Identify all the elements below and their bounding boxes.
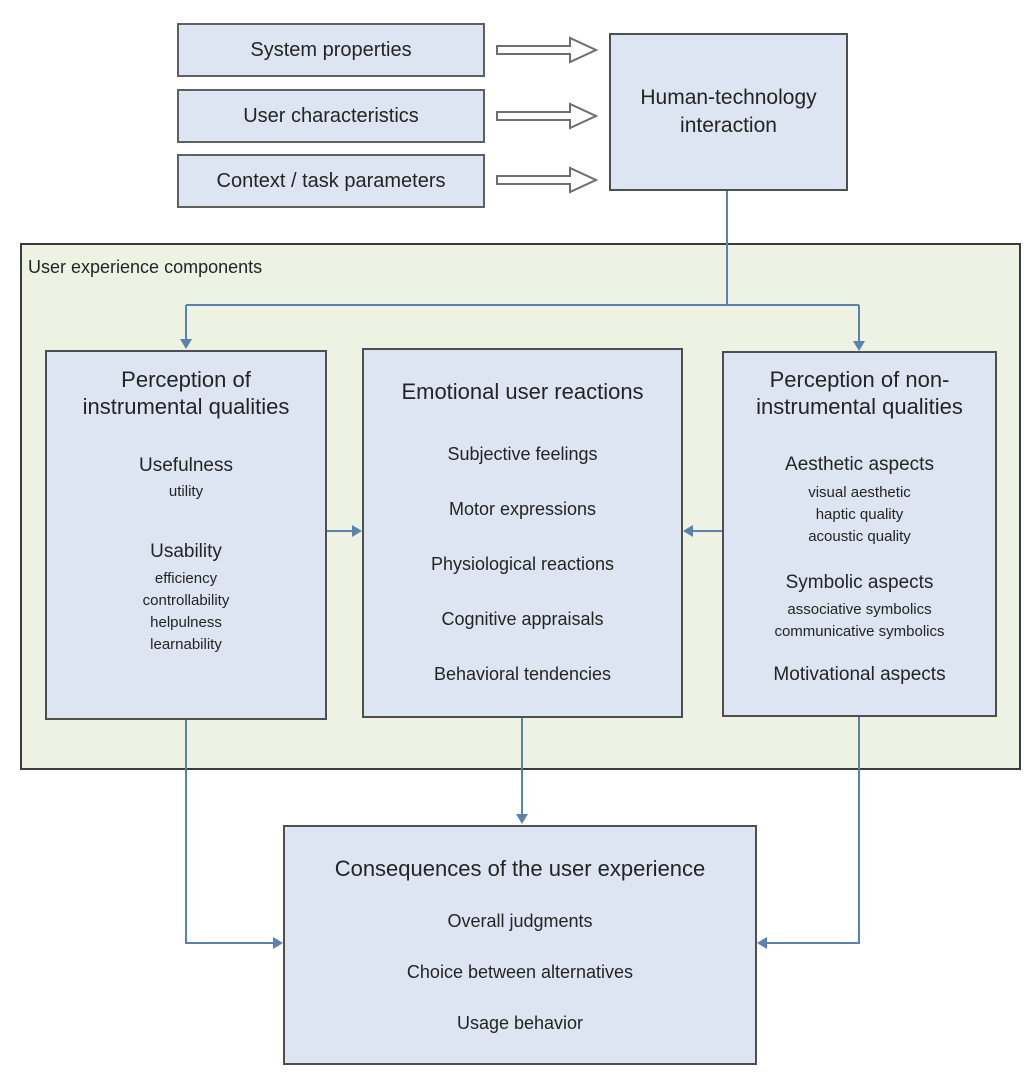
non-instrumental-qualities-title (756, 366, 963, 420)
non-instrumental-qualities-box (722, 351, 997, 717)
usability-item: controllability (142, 592, 230, 609)
usefulness-item: utility (168, 483, 204, 500)
human-technology-interaction-box (609, 33, 848, 191)
system-properties-box (177, 23, 485, 77)
block-arrow-icon (497, 38, 596, 62)
instrumental-title-line1: Perception of (121, 367, 251, 392)
usability-item: efficiency (154, 570, 218, 587)
instrumental-qualities-box (45, 350, 327, 720)
instrumental-title-line2: instrumental qualities (82, 394, 290, 419)
consequences-box (283, 825, 757, 1065)
consequences-item: Choice between alternatives (406, 962, 634, 982)
emotional-reactions-title: Emotional user reactions (401, 379, 644, 404)
emotional-item: Cognitive appraisals (441, 609, 604, 629)
instrumental-qualities-title (83, 366, 290, 420)
hti-label-line1: Human-technology (640, 86, 817, 110)
usefulness-heading: Usefulness (139, 455, 233, 476)
consequences-title: Consequences of the user experience (334, 856, 706, 881)
usability-item: helpulness (150, 614, 222, 631)
emotional-item: Subjective feelings (447, 444, 598, 464)
emotional-reactions-box (362, 348, 683, 718)
aesthetic-item: visual aesthetic (808, 484, 911, 501)
emotional-item: Physiological reactions (430, 554, 615, 574)
aesthetic-aspects-heading: Aesthetic aspects (785, 454, 934, 475)
system-properties-label: System properties (250, 38, 412, 61)
motivational-aspects-heading: Motivational aspects (773, 664, 946, 685)
emotional-item: Behavioral tendencies (433, 664, 612, 684)
aesthetic-item: acoustic quality (808, 528, 911, 545)
non-instrumental-title-line2: instrumental qualities (756, 394, 963, 419)
symbolic-aspects-heading: Symbolic aspects (785, 572, 934, 593)
context-task-parameters-box (177, 154, 485, 208)
usability-item: learnability (150, 636, 222, 653)
usability-heading: Usability (150, 541, 222, 562)
consequences-item: Overall judgments (447, 911, 593, 931)
user-experience-components-label: User experience components (28, 257, 263, 277)
hti-label-line2: interaction (680, 114, 777, 137)
symbolic-item: communicative symbolics (774, 623, 945, 640)
non-instrumental-title-line1: Perception of non- (769, 367, 950, 392)
block-arrow-icon (497, 104, 596, 128)
consequences-item: Usage behavior (456, 1013, 584, 1033)
block-arrow-icon (497, 168, 596, 192)
user-characteristics-box (177, 89, 485, 143)
aesthetic-item: haptic quality (815, 506, 904, 523)
user-characteristics-label: User characteristics (243, 104, 419, 127)
symbolic-item: associative symbolics (787, 601, 932, 618)
context-task-parameters-label: Context / task parameters (216, 169, 446, 192)
emotional-item: Motor expressions (448, 499, 597, 519)
